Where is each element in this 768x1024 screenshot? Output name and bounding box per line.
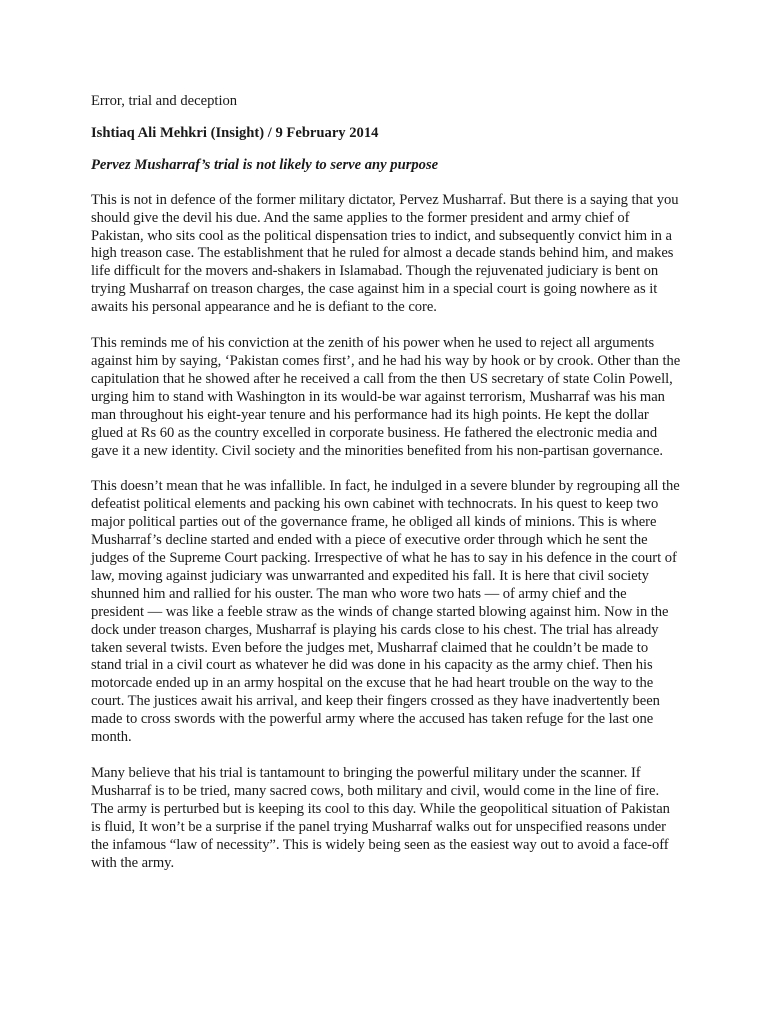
paragraph-3: This doesn’t mean that he was infallible. In fact, he indulged in a severe blunder by regrouping all the defeatist political elements and packing his own cabinet with technocrats. In his quest to keep two major political parties out of the governance frame, he obliged all kinds of minions. This is where Musharraf’s decline started and ended with a piece of executive order through which he sent the judges of the Supreme Court packing. Irrespective of what he has to say in his defence in the court of law, moving against judiciary was unwarranted and expedited his fall. It is here that civil society shunned him and rallied for his ouster. The man who wore two hats — of army chief and the president — was like a feeble straw as the winds of change started blowing against him. Now in the dock under treason charges, Musharraf is playing his cards close to his chest. The trial has already taken several twists. Even before the judges met, Musharraf claimed that he couldn’t be made to stand trial in a civil court as whatever he did was done in his capacity as the army chief. Then his motorcade ended up in an army hospital on the excuse that he had heart trouble on the way to the court. The justices await his arrival, and keep their fingers crossed as they have inadvertently been made to cross swords with the powerful army where the accused has taken refuge for the last one month.	[91, 478, 680, 746]
document-page	[91, 93, 681, 890]
subtitle: Pervez Musharraf’s trial is not likely to serve any purpose	[91, 156, 439, 173]
document-title: Error, trial and deception	[91, 93, 238, 109]
paragraph-1: This is not in defence of the former military dictator, Pervez Musharraf. But there is a saying that you should give the devil his due. And the same applies to the former president and army chief of Pakistan, who sits cool as the political dispensation tries to indict, and subsequently convict him in a high treason case. The establishment that he ruled for almost a decade stands behind him, and makes life difficult for the movers and-shakers in Islamabad. Though the rejuvenated judiciary is bent on trying Musharraf on treason charges, the case against him in a special court is going nowhere as it awaits his personal appearance and he is defiant to the core.	[91, 191, 679, 316]
byline: Ishtiaq Ali Mehkri (Insight) / 9 February 2014	[91, 124, 379, 141]
paragraph-4: Many believe that his trial is tantamount to bringing the powerful military under the scanner. If Musharraf is to be tried, many sacred cows, both military and civil, would come in the line of fire. The army is perturbed but is keeping its cool to this day. While the geopolitical situation of Pakistan is fluid, It won’t be a surprise if the panel trying Musharraf walks out for unspecified reasons under the infamous “law of necessity”. This is widely being seen as the easiest way out to avoid a face-off with the army.	[91, 765, 670, 871]
paragraph-2: This reminds me of his conviction at the zenith of his power when he used to reject all arguments against him by saying, ‘Pakistan comes first’, and he had his way by hook or by crook. Other than the capitulation that he showed after he received a call from the then US secretary of state Colin Powell, urging him to stand with Washington in its would-be war against terrorism, Musharraf was his man man throughout his eight-year tenure and his performance had its high points. He kept the dollar glued at Rs 60 as the country excelled in corporate business. He fathered the electronic media and gave it a new identity. Civil society and the minorities benefited from his non-partisan governance.	[91, 335, 681, 459]
